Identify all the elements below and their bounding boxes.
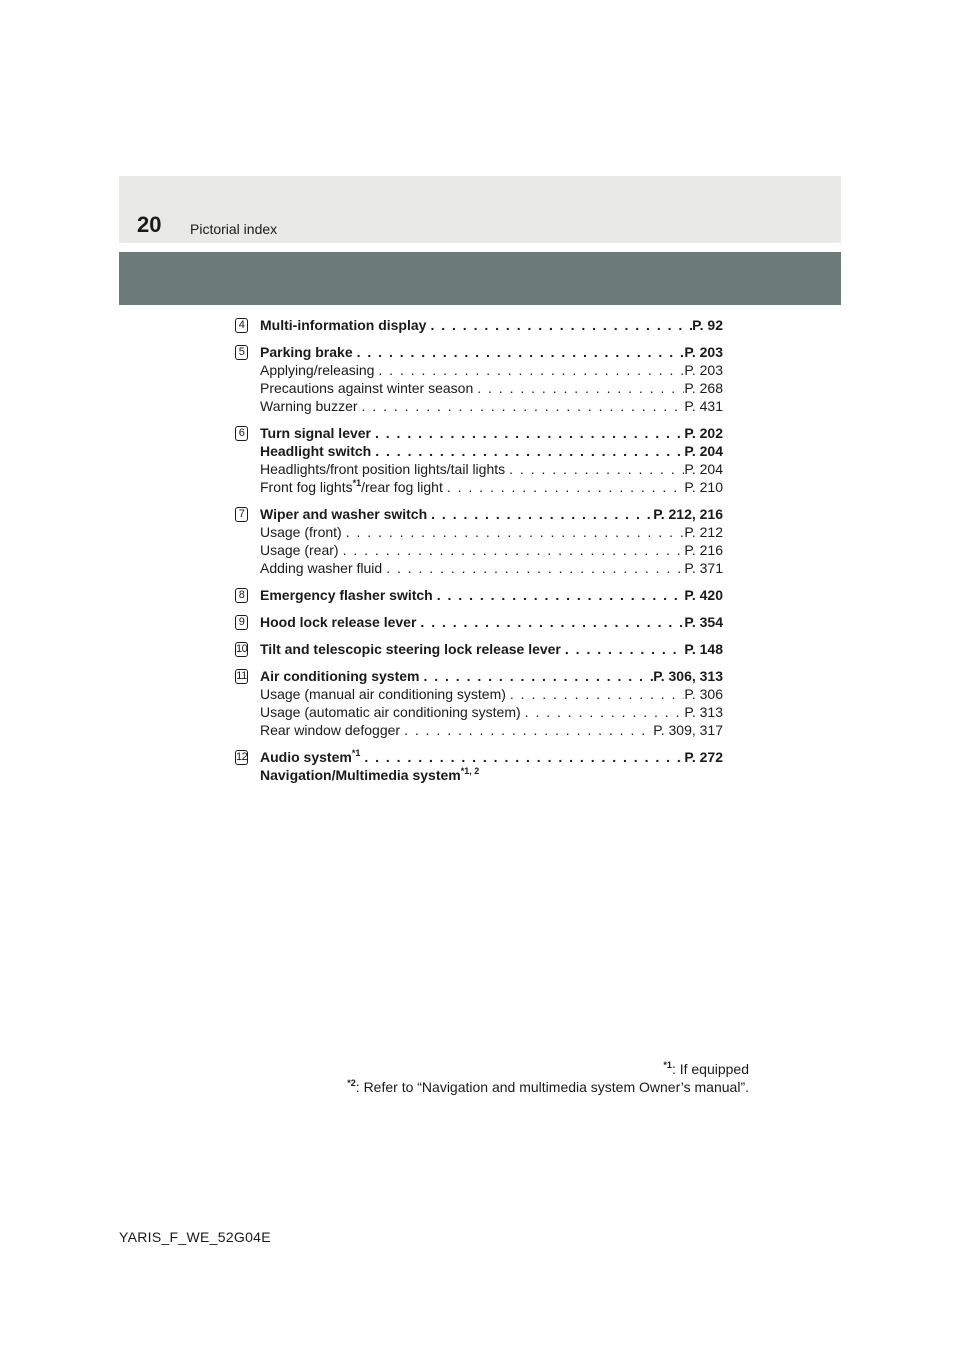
dot-leader (400, 721, 653, 739)
page-reference: P. 203 (684, 362, 723, 378)
page-reference: P. 306 (684, 686, 723, 702)
index-group (235, 343, 723, 415)
index-subentry (260, 361, 723, 379)
item-number-badge: 12 (236, 751, 248, 763)
page-reference: P. 306, 313 (653, 668, 723, 684)
entry-label-text: Air conditioning system (260, 668, 420, 684)
item-number-badge: 9 (235, 615, 248, 630)
entry-label-text: Hood lock release lever (260, 614, 417, 630)
entry-label (260, 442, 371, 460)
index-subentry (260, 460, 723, 478)
entry-label (260, 505, 427, 523)
dot-leader (506, 685, 684, 703)
entry-label-text: Turn signal lever (260, 425, 371, 441)
entry-label (260, 316, 426, 334)
entry-label (260, 460, 505, 478)
index-group (235, 424, 723, 496)
entry-label (260, 523, 342, 541)
page-reference: P. 272 (684, 749, 723, 765)
entry-label (260, 703, 521, 721)
page-reference: P. 371 (684, 560, 723, 576)
dot-leader (433, 586, 685, 604)
footnote-marker: *1 (351, 748, 361, 758)
section-title: Pictorial index (190, 221, 278, 237)
footnote-marker: *2 (347, 1078, 356, 1088)
index-subentry (260, 559, 723, 577)
entry-label (260, 766, 479, 784)
dot-leader (419, 667, 653, 685)
dot-leader (371, 442, 684, 460)
page-reference: P. 268 (684, 380, 723, 396)
index-subentry (260, 541, 723, 559)
index-subentry (260, 703, 723, 721)
dot-leader (443, 478, 684, 496)
page-reference: P. 216 (684, 542, 723, 558)
page-reference: P. 92 (692, 317, 723, 333)
entry-label-text: Parking brake (260, 344, 353, 360)
dot-leader (561, 640, 684, 658)
item-number-badge: 8 (235, 588, 248, 603)
entry-label (260, 586, 433, 604)
page-reference: P. 212, 216 (653, 506, 723, 522)
item-number-badge: 4 (235, 318, 248, 333)
entry-label (260, 478, 443, 496)
index-entry (260, 766, 723, 784)
entry-label (260, 397, 358, 415)
dot-leader (427, 505, 653, 523)
entry-label (260, 721, 400, 739)
entry-label-text: Multi-information display (260, 317, 427, 333)
footnotes (347, 1060, 749, 1096)
document-code: YARIS_F_WE_52G04E (119, 1229, 271, 1245)
item-number-badge: 10 (236, 643, 248, 655)
index-entry (260, 343, 723, 361)
item-number-badge: 5 (235, 345, 248, 360)
entry-label-text: Usage (front) (260, 524, 342, 540)
dot-leader (426, 316, 692, 334)
entry-label-text: Precautions against winter season (260, 380, 474, 396)
dot-leader (374, 361, 684, 379)
item-number-badge: 6 (235, 426, 248, 441)
entry-label-text: Usage (manual air conditioning system) (260, 686, 506, 702)
dot-leader (360, 748, 684, 766)
footnote (347, 1060, 749, 1078)
footnote-marker: *1 (663, 1060, 672, 1070)
page-reference: P. 203 (684, 344, 723, 360)
index-entry (260, 667, 723, 685)
index-subentry (260, 523, 723, 541)
index-subentry (260, 685, 723, 703)
item-number-badge: 11 (236, 670, 247, 682)
index-subentry (260, 379, 723, 397)
item-number-badge: 7 (235, 507, 248, 522)
index-group (235, 640, 723, 658)
entry-label-text: Headlights/front position lights/tail lights (260, 461, 506, 477)
page-reference: P. 313 (684, 704, 723, 720)
page-reference: P. 212 (684, 524, 723, 540)
entry-label (260, 343, 353, 361)
footnote-marker: *1 (352, 478, 362, 488)
entry-label (260, 748, 360, 766)
index-group (235, 316, 723, 334)
entry-label (260, 640, 561, 658)
dot-leader (416, 613, 684, 631)
entry-label-text: /rear fog light (361, 479, 443, 495)
entry-label-text: Navigation/Multimedia system (260, 767, 461, 783)
entry-label (260, 559, 382, 577)
page-reference: P. 204 (684, 461, 723, 477)
index-group (235, 505, 723, 577)
entry-label-text: Audio system (260, 749, 352, 765)
entry-label (260, 613, 416, 631)
page-reference: P. 204 (684, 443, 723, 459)
index-entry (260, 442, 723, 460)
page-reference: P. 354 (684, 614, 723, 630)
page-reference: P. 202 (684, 425, 723, 441)
entry-label-text: Front fog lights (260, 479, 353, 495)
dot-leader (473, 379, 684, 397)
entry-label (260, 541, 339, 559)
page-number: 20 (137, 212, 162, 237)
entry-label (260, 379, 473, 397)
entry-label-text: Applying/releasing (260, 362, 375, 378)
entry-label (260, 424, 371, 442)
index-subentry (260, 478, 723, 496)
index-group (235, 667, 723, 739)
pictorial-index-list (235, 316, 723, 793)
index-group (235, 613, 723, 631)
index-group (235, 748, 723, 784)
entry-label-text: Emergency flasher switch (260, 587, 433, 603)
entry-label-text: Usage (automatic air conditioning system) (260, 704, 521, 720)
index-entry (260, 748, 723, 766)
entry-label (260, 361, 374, 379)
page-reference: P. 148 (684, 641, 723, 657)
footnote-text: : If equipped (671, 1061, 749, 1077)
dot-leader (353, 343, 685, 361)
entry-label-text: Warning buzzer (260, 398, 358, 414)
index-subentry (260, 397, 723, 415)
entry-label-text: Wiper and washer switch (260, 506, 428, 522)
footnote-text: : Refer to “Navigation and multimedia system Owner’s manual”. (355, 1079, 749, 1095)
page-reference: P. 309, 317 (653, 722, 723, 738)
index-entry (260, 424, 723, 442)
index-entry (260, 613, 723, 631)
entry-label-text: Tilt and telescopic steering lock release lever (260, 641, 561, 657)
entry-label-text: Adding washer fluid (260, 560, 383, 576)
index-entry (260, 640, 723, 658)
page-reference: P. 431 (684, 398, 723, 414)
dot-leader (358, 397, 685, 415)
entry-label-text: Rear window defogger (260, 722, 401, 738)
dot-leader (339, 541, 685, 559)
dot-leader (505, 460, 684, 478)
index-entry (260, 505, 723, 523)
dot-leader (371, 424, 684, 442)
footnote (347, 1078, 749, 1096)
entry-label-text: Usage (rear) (260, 542, 339, 558)
entry-label (260, 685, 506, 703)
footnote-marker: *1, 2 (460, 766, 480, 776)
dot-leader (342, 523, 685, 541)
section-banner (119, 252, 841, 305)
index-entry (260, 316, 723, 334)
index-entry (260, 586, 723, 604)
entry-label (260, 667, 419, 685)
page-reference: P. 210 (684, 479, 723, 495)
dot-leader (521, 703, 685, 721)
dot-leader (382, 559, 684, 577)
page-reference: P. 420 (684, 587, 723, 603)
entry-label-text: Headlight switch (260, 443, 372, 459)
index-subentry (260, 721, 723, 739)
index-group (235, 586, 723, 604)
